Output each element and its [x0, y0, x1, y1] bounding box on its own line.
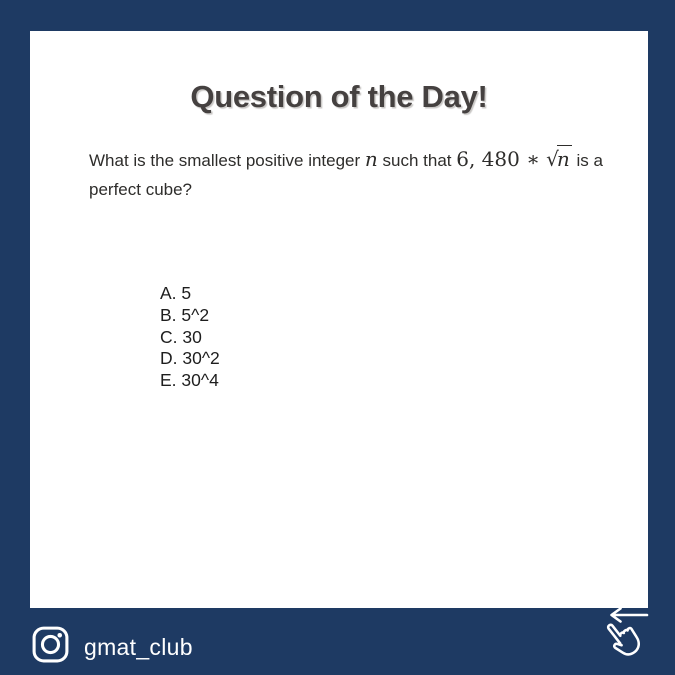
footer-branding — [30, 624, 193, 670]
radical-sign: √ — [546, 147, 559, 171]
answer-choice-b: B. 5^2 — [160, 304, 210, 325]
answer-choice-a: A. 5 — [160, 283, 192, 303]
math-expression: 6, 480 ∗ — [456, 147, 547, 171]
question-text — [89, 147, 603, 204]
answer-choice-d: D. 30^2 — [160, 348, 220, 369]
question-card — [30, 31, 648, 608]
question-segment: such that — [377, 151, 457, 170]
math-variable-n: n — [364, 147, 378, 171]
swipe-left-hint — [583, 602, 665, 675]
math-radicand-n: n — [556, 147, 570, 171]
left-arrow-icon — [612, 609, 648, 622]
instagram-icon — [30, 624, 71, 670]
answer-choice-c: C. 30 — [160, 326, 202, 347]
page-title: Question of the Day! — [190, 79, 488, 114]
answer-choices — [160, 283, 220, 392]
answer-choice-e: E. 30^4 — [160, 370, 219, 391]
account-handle: gmat_club — [84, 633, 193, 660]
question-segment: perfect cube? — [89, 179, 193, 199]
question-segment: What is the smallest positive integer — [89, 151, 365, 170]
question-segment: is a — [571, 151, 603, 170]
swipe-hand-icon — [602, 616, 644, 660]
